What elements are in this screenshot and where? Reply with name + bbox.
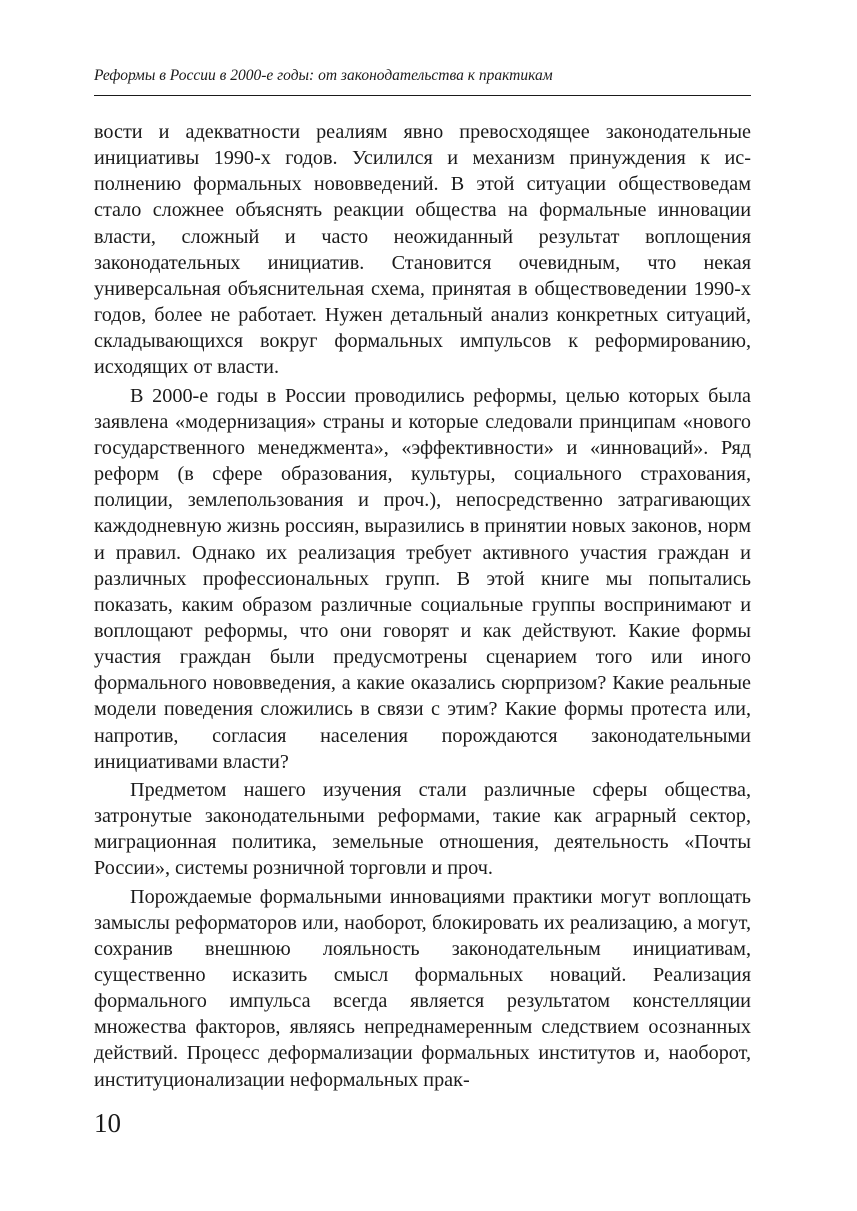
body-text — [94, 119, 751, 1095]
header-rule — [94, 95, 751, 96]
page-number: 10 — [94, 1108, 121, 1138]
paragraph-reforms-2000s: В 2000-е годы в России проводились реформы, целью которых была заявлена «модернизация» страны и которые следовали принципам «нового государственного менеджмента», «эффективности» и «инноваций». Ряд реформ (в сфере образования, культуры, социального страхования, полиции, землепользования и проч.), непосредственно затрагивающих каждодневную жизнь россиян, выразились в принятии новых законов, норм и правил. Однако их реализация требует активного участия граждан и различных профессиональных групп. В этой книге мы попытались показать, каким образом различные социальные группы воспринимают и воплощают реформы, что они говорят и как действуют. Какие формы участия граждан были предусмотрены сценарием того или иного формального нововведения, а какие оказались сюрпризом? Какие реальные модели поведения сложились в связи с этим? Какие формы протеста или, напротив, согласия населения порождаются законодательными инициативами власти? — [94, 384, 751, 773]
paragraph-subject-of-study: Предметом нашего изучения стали различные сферы общества, затронутые законодательными реформами, такие как аграрный сектор, миграционная политика, земельные отношения, деятельность «Почты России», системы розничной торговли и проч. — [94, 778, 751, 880]
paragraph-practices: Порождаемые формальными инновациями практики могут воплощать замыслы реформаторов или, наоборот, блокировать их реализацию, а могут, сохранив внешнюю лояльность законодательным инициативам, существенно исказить смысл формальных новаций. Реализация формального импульса всегда является результатом констелляции множества факторов, являясь непреднамеренным следствием осознанных действий. Процесс деформализации формальных институтов и, наоборот, институционализации неформальных прак- — [94, 885, 751, 1091]
paragraph-continuation: вости и адекватности реалиям явно превосходящее законодательные инициативы 1990-х годов. Усилился и механизм принуждения к исполнению формальных нововведений. В этой ситуации обществоведам стало сложнее объяснять реакции общества на формальные инновации власти, сложный и часто неожиданный результат воплощения законодательных инициатив. Становится очевидным, что некая универсальная объяснительная схема, принятая в обществоведении 1990-х годов, более не работает. Нужен детальный анализ конкретных ситуаций, складывающихся вокруг формальных импульсов к реформированию, исходящих от власти. — [94, 121, 751, 379]
running-head: Реформы в России в 2000-е годы: от законодательства к практикам — [94, 67, 553, 84]
